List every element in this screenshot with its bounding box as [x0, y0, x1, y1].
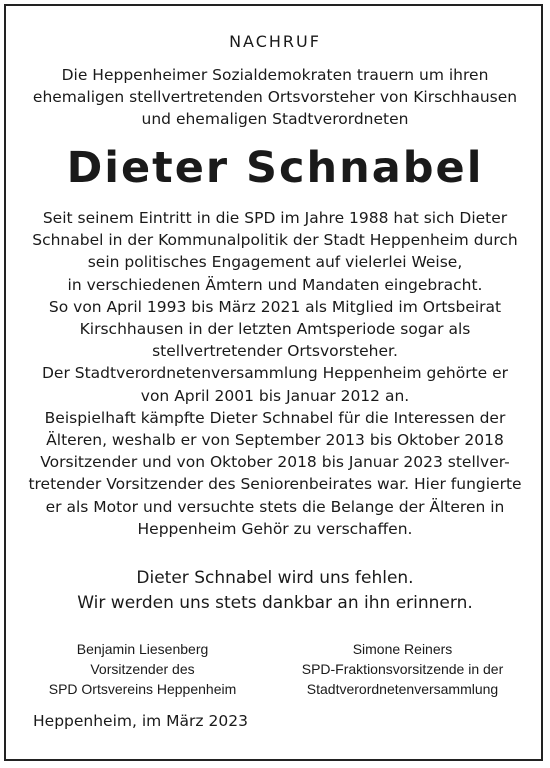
signer-name: Benjamin Liesenberg — [76, 641, 209, 657]
body-line: Seit seinem Eintritt in die SPD im Jahre 1988 hat sich Dieter — [42, 209, 508, 227]
place-date: Heppenheim, im März 2023 — [33, 712, 248, 730]
intro-line: ehemaligen stellvertretenden Ortsvorsteher von Kirschhausen — [32, 88, 518, 106]
body-line: von April 2001 bis Januar 2012 an. — [140, 386, 410, 405]
body-text — [0, 207, 550, 540]
intro-line: und ehemaligen Stadtverordneten — [141, 110, 409, 128]
notice-heading: NACHRUF — [229, 32, 321, 51]
deceased-name: Dieter Schnabel — [66, 143, 484, 193]
body-line: Vorsitzender und von Oktober 2018 bis Januar 2023 stellver- — [40, 453, 510, 472]
body-line: Der Stadtverordnetenversammlung Heppenheim gehörte er — [41, 364, 509, 383]
closing-line: Dieter Schnabel wird uns fehlen. — [136, 568, 414, 588]
body-line: So von April 1993 bis März 2021 als Mitglied im Ortsbeirat — [48, 297, 502, 316]
signature-left — [15, 639, 270, 699]
signer-organization: Stadtverordnetenversammlung — [306, 681, 499, 697]
body-line: sein politisches Engagement auf vielerlei Weise, — [87, 253, 463, 272]
body-line: in verschiedenen Ämtern und Mandaten eingebracht. — [67, 275, 483, 294]
intro-text — [0, 64, 550, 130]
signer-role: Vorsitzender des — [90, 661, 195, 677]
signer-name: Simone Reiners — [352, 641, 453, 657]
body-line: Schnabel in der Kommunalpolitik der Stadt Heppenheim durch — [32, 231, 518, 250]
closing-text — [0, 566, 550, 616]
body-line: Kirschhausen in der letzten Amtsperiode sogar als — [79, 320, 471, 339]
intro-line: Die Heppenheimer Sozialdemokraten trauern um ihren — [61, 66, 489, 84]
body-line: er als Motor und versuchte stets die Belange der Älteren in — [45, 497, 505, 516]
body-line: tretender Vorsitzender des Seniorenbeirates war. Hier fungierte — [28, 475, 522, 494]
signer-role: SPD-Fraktionsvorsitzende in der — [301, 661, 504, 677]
closing-line: Wir werden uns stets dankbar an ihn erinnern. — [77, 593, 473, 613]
body-line: Älteren, weshalb er von September 2013 bis Oktober 2018 — [46, 431, 504, 450]
signer-organization: SPD Ortsvereins Heppenheim — [48, 681, 237, 697]
body-line: Beispielhaft kämpfte Dieter Schnabel für die Interessen der — [44, 408, 506, 427]
body-line: stellvertretender Ortsvorsteher. — [152, 342, 398, 361]
body-line: Heppenheim Gehör zu verschaffen. — [137, 519, 413, 538]
signature-right — [270, 639, 535, 699]
